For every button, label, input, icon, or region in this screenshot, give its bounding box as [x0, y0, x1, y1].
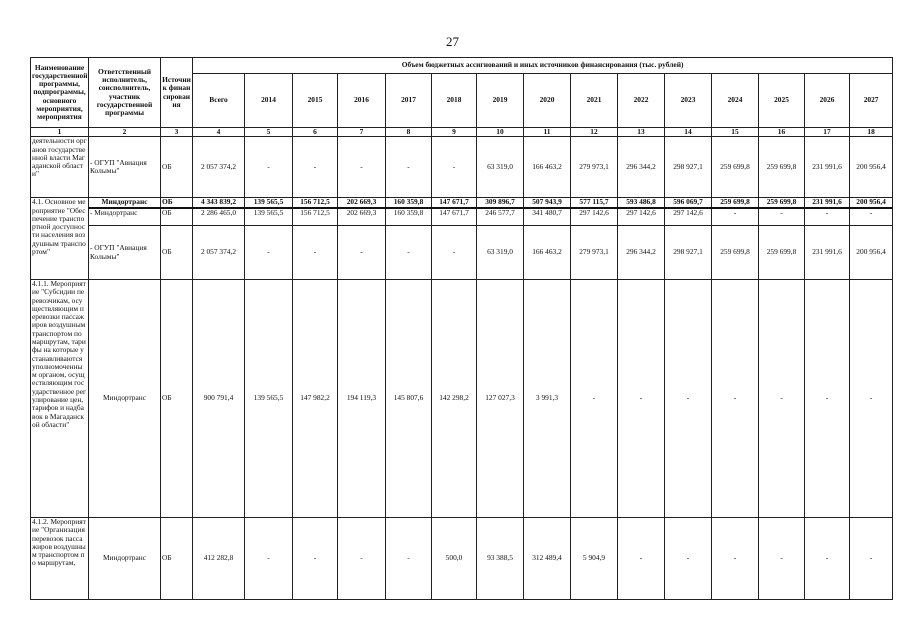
row-value: 593 486,8: [618, 198, 665, 208]
row-value: 139 565,5: [245, 280, 293, 518]
row-value: 309 896,7: [477, 198, 524, 208]
header-responsible: Ответственный исполнитель, соисполнитель, участник государственной программы: [89, 58, 161, 128]
column-number: 14: [665, 128, 712, 137]
row-value: 259 699,8: [759, 226, 805, 280]
row-value: 231 991,6: [805, 226, 850, 280]
row-value: -: [338, 518, 386, 600]
header-year: 2025: [759, 74, 805, 128]
header-volume: Объем бюджетных ассигнований и иных источников финансирования (тыс. рублей): [193, 58, 893, 74]
row-responsible: - ОГУП "Авиация Колымы": [89, 137, 161, 198]
row-source: ОБ: [161, 137, 193, 198]
row-value: 297 142,6: [665, 208, 712, 226]
row-value: 259 699,8: [712, 198, 759, 208]
row-value: -: [665, 518, 712, 600]
column-number: 13: [618, 128, 665, 137]
row-value: 279 973,1: [571, 226, 618, 280]
row-value: 63 319,0: [477, 226, 524, 280]
row-value: 200 956,4: [850, 226, 893, 280]
row-name: деятельности органов государственной власти Магаданской области": [31, 137, 89, 198]
row-value: -: [850, 518, 893, 600]
column-number: 18: [850, 128, 893, 137]
column-number: 12: [571, 128, 618, 137]
row-value: 166 463,2: [524, 226, 571, 280]
table-row: [31, 208, 893, 226]
row-value: 160 359,8: [386, 198, 432, 208]
row-value: 231 991,6: [805, 198, 850, 208]
column-number: 3: [161, 128, 193, 137]
row-value: 166 463,2: [524, 137, 571, 198]
row-value: 900 791,4: [193, 280, 245, 518]
row-value: 577 115,7: [571, 198, 618, 208]
row-value: -: [571, 280, 618, 518]
row-value: -: [850, 280, 893, 518]
row-value: -: [712, 518, 759, 600]
row-value: 200 956,4: [850, 137, 893, 198]
header-total: Всего: [193, 74, 245, 128]
row-value: -: [712, 280, 759, 518]
column-number: 15: [712, 128, 759, 137]
row-value: -: [293, 226, 338, 280]
row-value: 297 142,6: [571, 208, 618, 226]
row-value: 296 344,2: [618, 226, 665, 280]
header-year: 2016: [338, 74, 386, 128]
header-year: 2022: [618, 74, 665, 128]
row-value: 147 671,7: [432, 198, 477, 208]
row-value: 259 699,8: [712, 226, 759, 280]
header-year: 2024: [712, 74, 759, 128]
row-value: 312 489,4: [524, 518, 571, 600]
row-value: 298 927,1: [665, 137, 712, 198]
column-number: 6: [293, 128, 338, 137]
row-value: 259 699,8: [759, 198, 805, 208]
header-year: 2018: [432, 74, 477, 128]
row-source: ОБ: [161, 208, 193, 226]
row-source: ОБ: [161, 198, 193, 208]
row-value: -: [338, 226, 386, 280]
row-value: 63 319,0: [477, 137, 524, 198]
column-number: 8: [386, 128, 432, 137]
column-number: 16: [759, 128, 805, 137]
row-value: 298 927,1: [665, 226, 712, 280]
row-value: 139 565,5: [245, 198, 293, 208]
header-year: 2019: [477, 74, 524, 128]
row-value: -: [618, 280, 665, 518]
row-responsible: - ОГУП "Авиация Колымы": [89, 226, 161, 280]
row-value: 156 712,5: [293, 208, 338, 226]
table-row: [31, 518, 893, 600]
row-value: 156 712,5: [293, 198, 338, 208]
row-source: ОБ: [161, 518, 193, 600]
row-value: 145 807,6: [386, 280, 432, 518]
row-value: -: [293, 518, 338, 600]
header-year: 2014: [245, 74, 293, 128]
row-name: 4.1.2. Мероприятие "Организация перевозок пассажиров воздушным транспортом по маршрутам,: [31, 518, 89, 600]
row-value: -: [805, 280, 850, 518]
column-number: 7: [338, 128, 386, 137]
table-row: [31, 137, 893, 198]
row-value: 296 344,2: [618, 137, 665, 198]
row-value: 202 669,3: [338, 198, 386, 208]
row-value: 2 057 374,2: [193, 137, 245, 198]
column-number: 11: [524, 128, 571, 137]
page-number: 27: [446, 34, 459, 49]
row-value: 142 298,2: [432, 280, 477, 518]
row-value: 231 991,6: [805, 137, 850, 198]
row-source: ОБ: [161, 280, 193, 518]
row-value: -: [618, 518, 665, 600]
table-row: [31, 226, 893, 280]
row-value: -: [759, 280, 805, 518]
row-value: 2 286 465,0: [193, 208, 245, 226]
row-value: 160 359,8: [386, 208, 432, 226]
row-value: 194 119,3: [338, 280, 386, 518]
column-number: 4: [193, 128, 245, 137]
header-source: Источник финансирования: [161, 58, 193, 128]
row-value: 500,0: [432, 518, 477, 600]
row-responsible: - Миндортранс: [89, 208, 161, 226]
column-number: 10: [477, 128, 524, 137]
row-value: 341 480,7: [524, 208, 571, 226]
column-number: 5: [245, 128, 293, 137]
row-value: -: [386, 226, 432, 280]
row-value: 4 343 839,2: [193, 198, 245, 208]
row-value: 412 282,8: [193, 518, 245, 600]
row-value: -: [850, 208, 893, 226]
header-year: 2027: [850, 74, 893, 128]
row-value: 259 699,8: [759, 137, 805, 198]
column-number: 2: [89, 128, 161, 137]
row-value: -: [432, 137, 477, 198]
row-name: 4.1. Основное мероприятие "Обеспечение транспортной доступности населения воздушным транспортом": [31, 198, 89, 280]
header-year: 2020: [524, 74, 571, 128]
row-value: -: [432, 226, 477, 280]
column-number: 9: [432, 128, 477, 137]
row-value: -: [805, 208, 850, 226]
row-name: 4.1.1. Мероприятие "Субсидии перевозчикам, осуществляющим перевозки пассажиров воздушным транспортом по маршрутам, тарифы на которые устанавливаются уполномоченным органом, осуществляющим государственное регулирование цен, тарифов и надбавок в Магаданской области": [31, 280, 89, 518]
row-value: -: [759, 208, 805, 226]
row-value: 5 904,9: [571, 518, 618, 600]
row-value: 297 142,6: [618, 208, 665, 226]
header-year: 2017: [386, 74, 432, 128]
row-source: ОБ: [161, 226, 193, 280]
row-value: -: [386, 518, 432, 600]
row-value: 2 057 374,2: [193, 226, 245, 280]
row-value: 200 956,4: [850, 198, 893, 208]
row-value: 127 027,3: [477, 280, 524, 518]
row-value: 596 069,7: [665, 198, 712, 208]
row-value: 3 991,3: [524, 280, 571, 518]
row-value: -: [293, 137, 338, 198]
row-value: -: [245, 518, 293, 600]
row-value: -: [386, 137, 432, 198]
row-responsible: Миндортранс: [89, 518, 161, 600]
row-value: 246 577,7: [477, 208, 524, 226]
row-value: 139 565,5: [245, 208, 293, 226]
budget-table: [30, 57, 893, 600]
row-value: -: [665, 280, 712, 518]
table-row: [31, 280, 893, 518]
row-value: 93 388,5: [477, 518, 524, 600]
row-value: -: [805, 518, 850, 600]
header-year: 2021: [571, 74, 618, 128]
row-value: -: [245, 226, 293, 280]
row-value: 259 699,8: [712, 137, 759, 198]
row-value: -: [759, 518, 805, 600]
row-value: 147 671,7: [432, 208, 477, 226]
row-value: -: [338, 137, 386, 198]
column-number: 1: [31, 128, 89, 137]
row-value: 202 669,3: [338, 208, 386, 226]
row-value: -: [712, 208, 759, 226]
row-value: 507 943,9: [524, 198, 571, 208]
column-number: 17: [805, 128, 850, 137]
row-responsible: Миндортранс: [89, 198, 161, 208]
table-row: [31, 198, 893, 208]
header-year: 2023: [665, 74, 712, 128]
row-value: 147 982,2: [293, 280, 338, 518]
header-name: Наименование государственной программы, подпрограммы, основного мероприятия, мероприятия: [31, 58, 89, 128]
row-value: -: [245, 137, 293, 198]
header-year: 2026: [805, 74, 850, 128]
header-year: 2015: [293, 74, 338, 128]
row-value: 279 973,1: [571, 137, 618, 198]
row-responsible: Миндортранс: [89, 280, 161, 518]
